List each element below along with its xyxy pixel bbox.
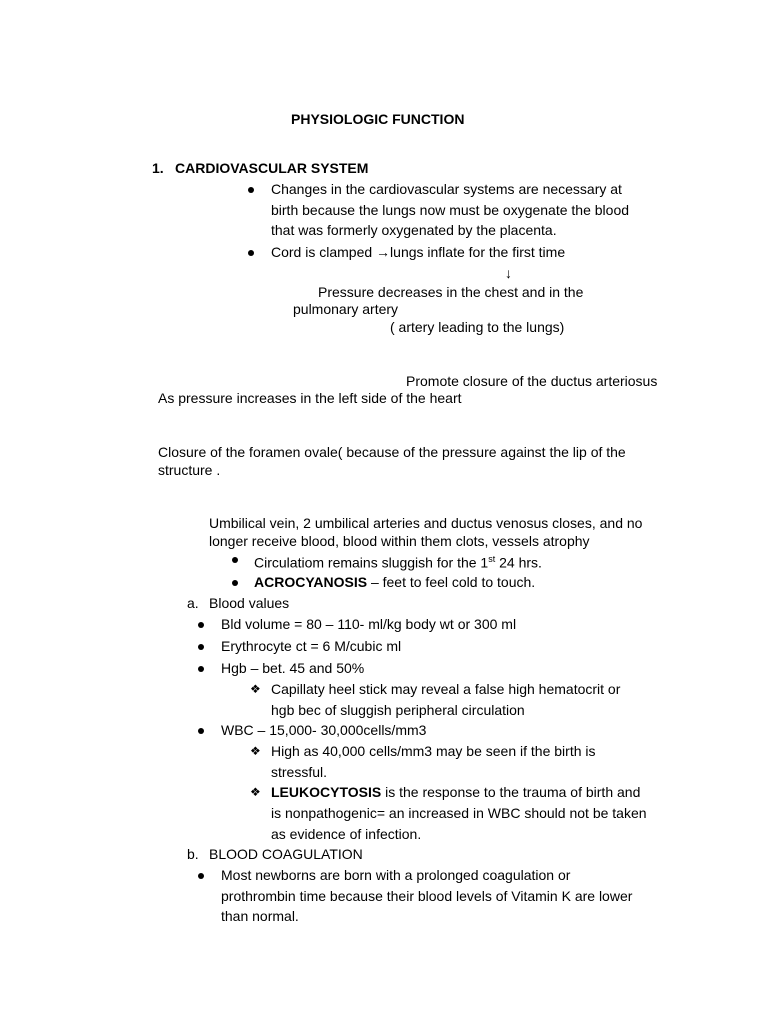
circulation-text: Circulatiom remains sluggish for the 1st 24 hrs. [254, 554, 542, 571]
bullet-dot [248, 187, 254, 193]
umbilical-line: Umbilical vein, 2 umbilical arteries and ductus venosus closes, and no [209, 515, 643, 531]
bullet-dot [232, 557, 238, 563]
leukocytosis-line: is nonpathogenic= an increased in WBC should not be taken [271, 805, 647, 821]
blood-values-heading: Blood values [209, 595, 290, 611]
diamond-bullet-icon: ❖ [250, 785, 261, 799]
diamond-bullet-icon: ❖ [250, 682, 261, 696]
coagulation-line: than normal. [221, 908, 299, 924]
list-label: b. [187, 846, 199, 862]
bullet-dot [248, 250, 254, 256]
page-title: PHYSIOLOGIC FUNCTION [291, 111, 465, 127]
diamond-bullet-icon: ❖ [250, 744, 261, 758]
umbilical-line: longer receive blood, blood within them clots, vessels atrophy [209, 533, 590, 549]
section-number: 1. [152, 160, 164, 176]
hgb-sub-line: Capillaty heel stick may reveal a false high hematocrit or [271, 681, 621, 697]
closure-line: Closure of the foramen ovale( because of the pressure against the lip of the [158, 444, 626, 460]
as-pressure-text: As pressure increases in the left side of the heart [158, 390, 462, 406]
bullet-dot [198, 873, 204, 879]
bullet-text-line: that was formerly oxygenated by the placenta. [271, 222, 557, 238]
wbc-item: WBC – 15,000- 30,000cells/mm3 [221, 722, 427, 738]
coagulation-line: prothrombin time because their blood levels of Vitamin K are lower [221, 888, 633, 904]
bullet-dot [198, 666, 204, 672]
blood-value-item: Bld volume = 80 – 110- ml/kg body wt or 300 ml [221, 616, 517, 632]
blood-value-item: Erythrocyte ct = 6 M/cubic ml [221, 638, 402, 654]
leukocytosis-line: as evidence of infection. [271, 826, 422, 842]
pressure-line: Pressure decreases in the chest and in the [318, 284, 584, 300]
bullet-dot [232, 580, 238, 586]
blood-coagulation-heading: BLOOD COAGULATION [209, 846, 363, 862]
bullet-dot [198, 644, 204, 650]
closure-line: structure . [158, 462, 221, 478]
bullet-text-line: Changes in the cardiovascular systems are necessary at [271, 181, 622, 197]
wbc-sub-line: High as 40,000 cells/mm3 may be seen if the birth is [271, 743, 596, 759]
pressure-line: pulmonary artery [293, 301, 399, 317]
wbc-sub-line: stressful. [271, 764, 328, 780]
hgb-sub-line: hgb bec of sluggish peripheral circulation [271, 702, 525, 718]
bullet-text-line: Cord is clamped →lungs inflate for the first time [271, 244, 566, 260]
acrocyanosis-text: ACROCYANOSIS – feet to feel cold to touch. [254, 574, 536, 590]
bullet-dot [198, 622, 204, 628]
bullet-text-line: birth because the lungs now must be oxygenate the blood [271, 202, 630, 218]
list-label: a. [187, 595, 199, 611]
blood-value-item: Hgb – bet. 45 and 50% [221, 660, 365, 676]
leukocytosis-text: LEUKOCYTOSIS is the response to the trauma of birth and [271, 784, 641, 800]
coagulation-line: Most newborns are born with a prolonged coagulation or [221, 867, 571, 883]
promote-closure-text: Promote closure of the ductus arteriosus [406, 373, 658, 389]
section-heading: CARDIOVASCULAR SYSTEM [175, 160, 369, 176]
down-arrow-icon: ↓ [505, 265, 512, 281]
bullet-dot [198, 728, 204, 734]
pressure-line: ( artery leading to the lungs) [390, 319, 565, 335]
